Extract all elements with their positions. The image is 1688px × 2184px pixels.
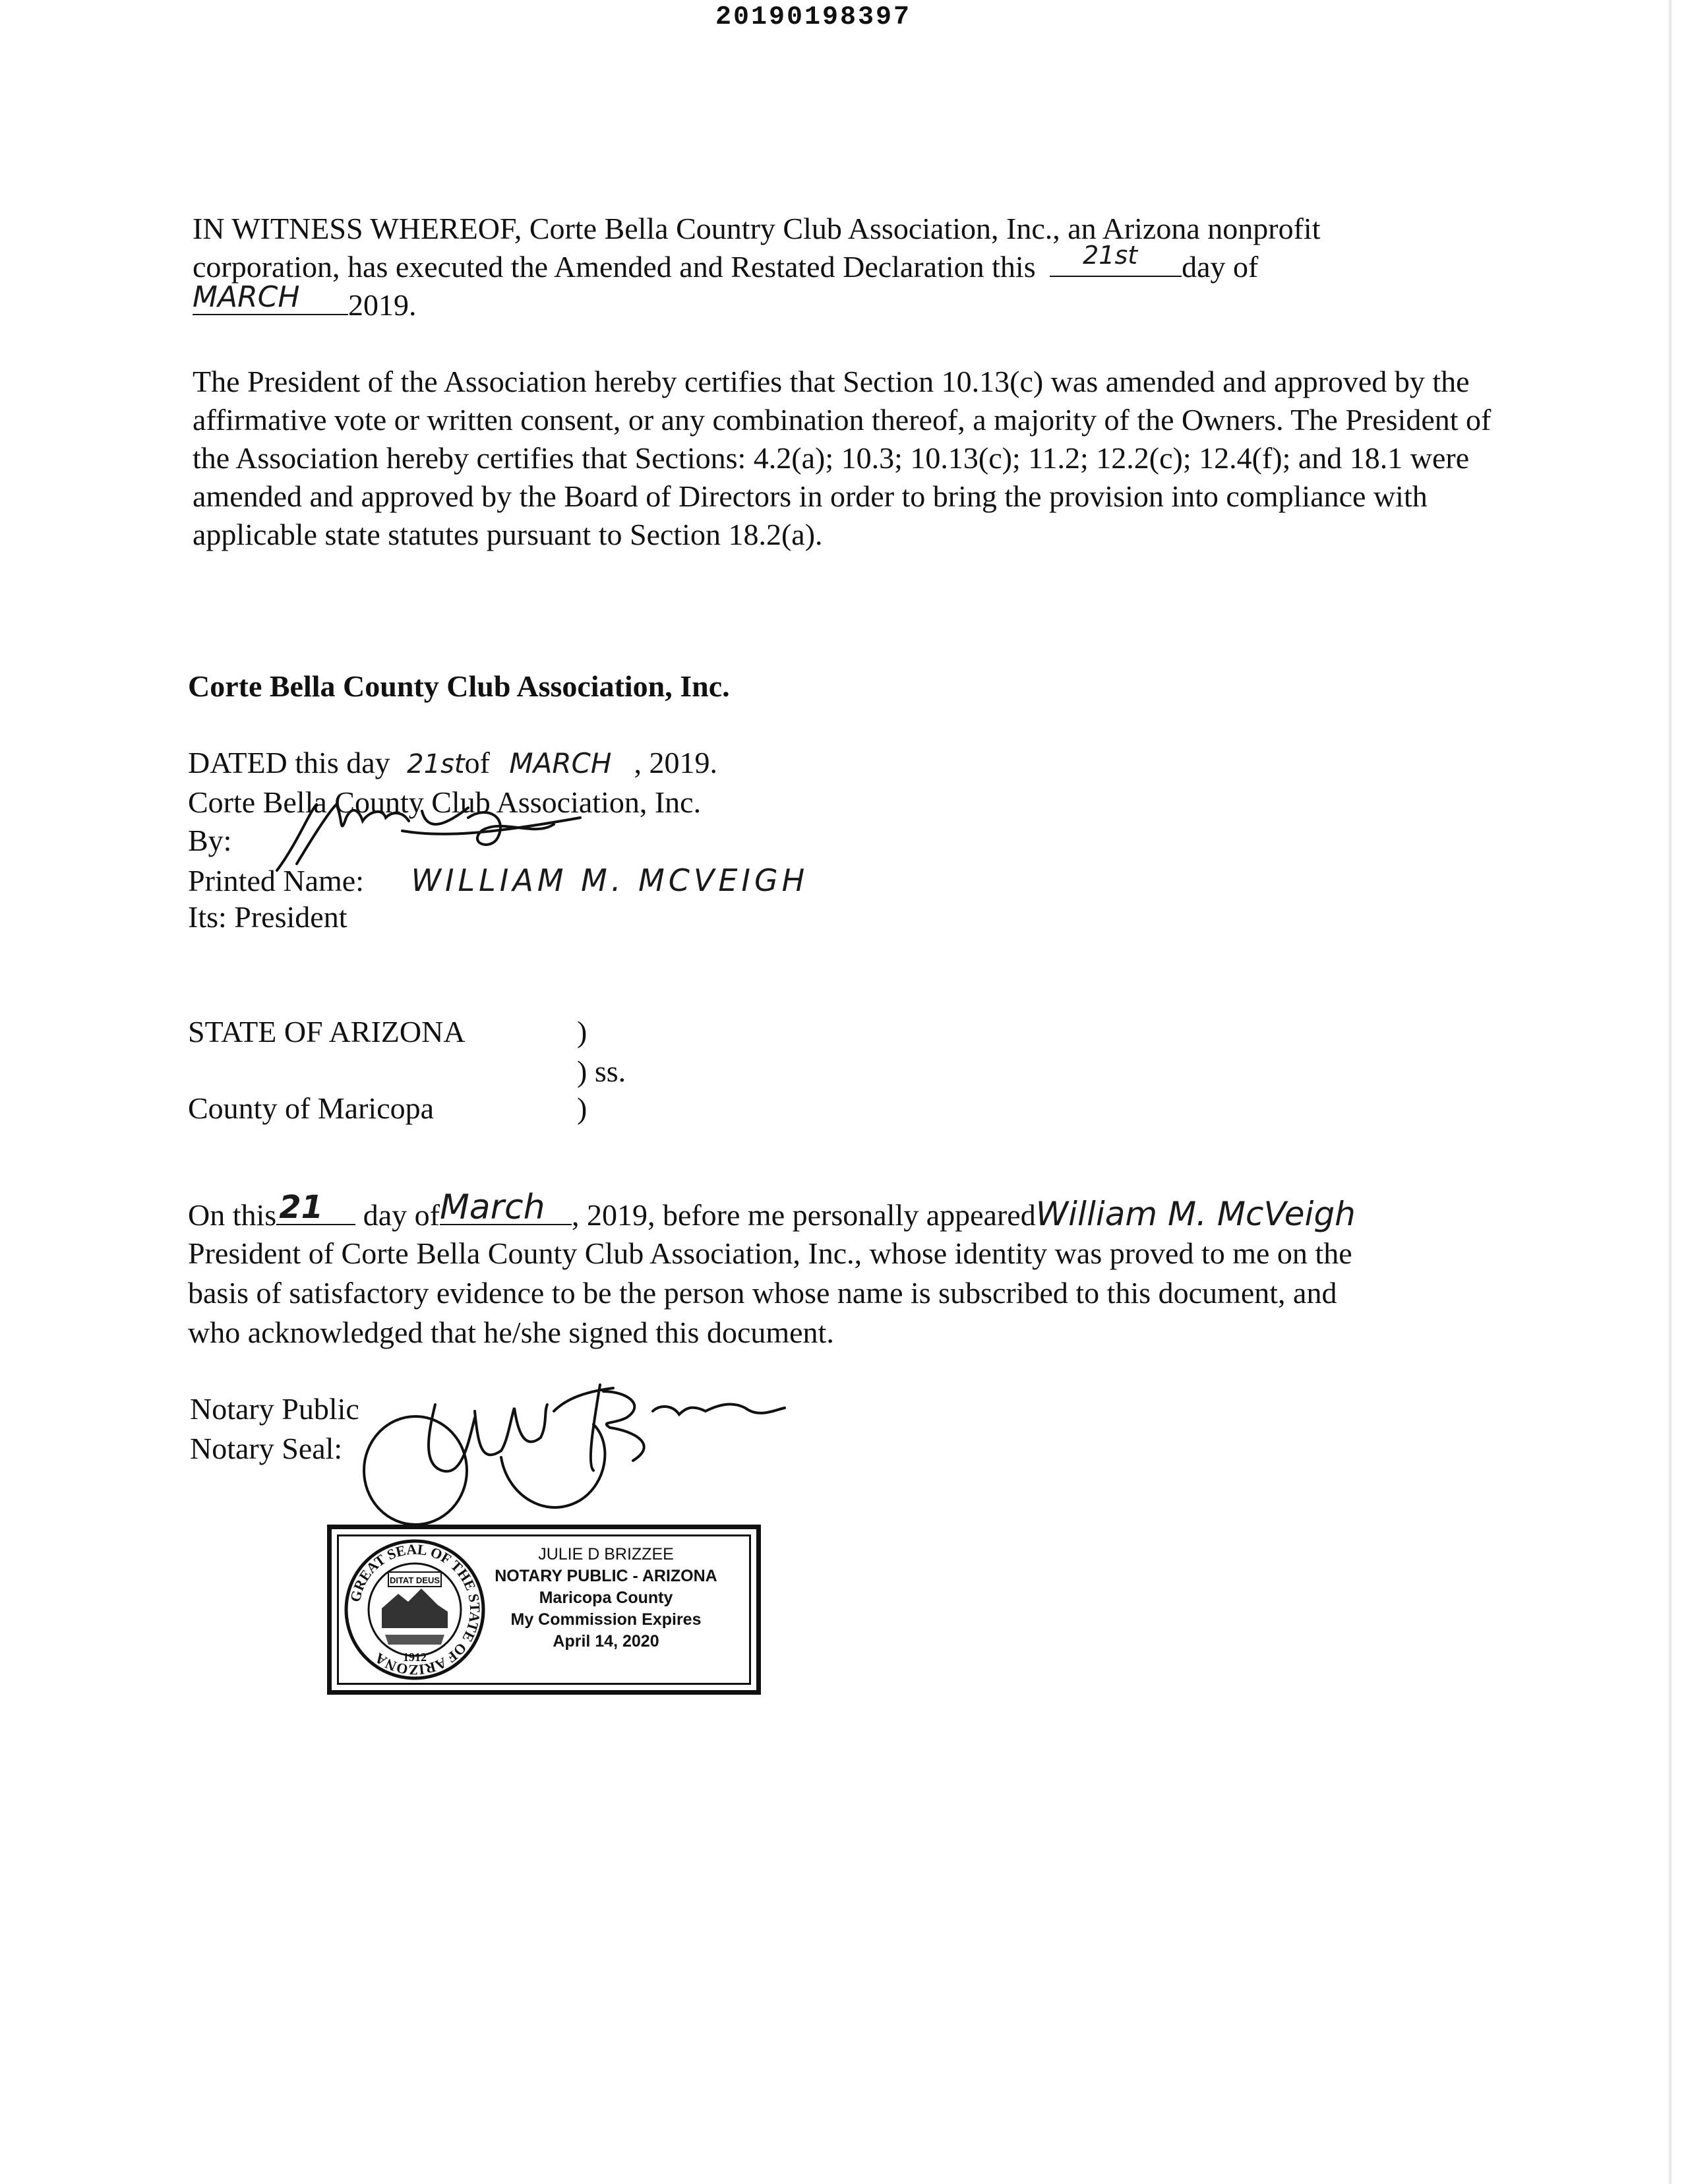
witness-line-3	[193, 280, 1511, 324]
ack-name-handwritten: William M. McVeigh	[1035, 1195, 1356, 1233]
state-seal-icon	[342, 1536, 487, 1684]
seal-motto: DITAT DEUS	[389, 1575, 440, 1585]
ack-day-of: day of	[363, 1198, 440, 1232]
witness-line-2-text: corporation, has executed the Amended and Restated Declaration this	[193, 250, 1036, 284]
stamp-expires: April 14, 2020	[553, 1632, 659, 1651]
dated-line	[188, 744, 717, 783]
venue-county: County of Maricopa	[188, 1091, 435, 1125]
ack-line-1-text: , 2019, before me personally appeared	[571, 1198, 1036, 1232]
stamp-county: Maricopa County	[539, 1589, 673, 1607]
witness-line-1: IN WITNESS WHEREOF, Corte Bella Country Club Association, Inc., an Arizona nonprofit	[193, 212, 1321, 245]
witness-year: 2019.	[348, 288, 417, 322]
stamp-notary-name: JULIE D BRIZZEE	[538, 1545, 674, 1563]
seal-ring-text: GREAT SEAL OF THE STATE OF ARIZONA	[346, 1540, 484, 1679]
venue-state	[188, 1013, 466, 1051]
witness-paragraph	[193, 210, 1511, 324]
ack-day-handwritten: 21	[279, 1189, 323, 1226]
ack-day-blank	[276, 1189, 355, 1226]
printed-name-line	[188, 861, 808, 900]
certification-paragraph: The President of the Association hereby certifies that Section 10.13(c) was amended and approved by the affirmative vote or written consent, or any combination thereof, a majority of the Owners. The President of the Association hereby certifies that Sections: 4.2(a); 10.3; 10.13(c); 11.2; 12.2(c); 12.4(f); and 18.1 were amended and approved by the Board of Directors in order to bring the provision into compliance with applicable state statutes pursuant to Section 18.2(a).	[193, 365, 1492, 551]
dated-day-handwritten: 21st	[407, 749, 465, 779]
venue-state-text: STATE OF ARIZONA	[188, 1015, 466, 1048]
ack-on-this: On this	[188, 1198, 277, 1232]
ack-month-blank	[439, 1188, 572, 1227]
notary-stamp	[327, 1525, 761, 1695]
printed-name-handwritten: WILLIAM M. MCVEIGH	[411, 863, 809, 898]
stamp-commission: My Commission Expires	[510, 1610, 702, 1629]
printed-name-label: Printed Name:	[188, 864, 364, 897]
notary-signature	[349, 1372, 811, 1536]
stamp-text-block	[467, 1544, 744, 1653]
venue-paren-top: )	[577, 1015, 588, 1048]
ack-line-4: who acknowledged that he/she signed this document.	[188, 1316, 834, 1349]
acknowledgment-paragraph	[188, 1188, 1526, 1353]
witness-month-blank	[193, 280, 348, 315]
by-label: By:	[188, 824, 232, 857]
org-heading: Corte Bella County Club Association, Inc.	[188, 669, 730, 703]
scan-edge	[1668, 0, 1672, 2184]
witness-month-handwritten: MARCH	[193, 280, 300, 314]
its-title: Its: President	[188, 900, 347, 934]
witness-day-handwritten: 21st	[1083, 241, 1138, 270]
dated-of: of	[464, 746, 490, 779]
stamp-title: NOTARY PUBLIC - ARIZONA	[495, 1567, 717, 1585]
ack-month-handwritten: March	[439, 1188, 545, 1227]
venue-paren-bottom: )	[577, 1091, 588, 1125]
dated-month-handwritten: MARCH	[509, 747, 612, 779]
notary-seal-label: Notary Seal:	[190, 1432, 343, 1465]
witness-day-of: day of	[1182, 250, 1259, 284]
ack-line-3: basis of satisfactory evidence to be the person whose name is subscribed to this document, and	[188, 1276, 1337, 1310]
witness-line-2	[193, 241, 1511, 286]
notary-public-label: Notary Public	[190, 1392, 359, 1426]
document-number: 20190198397	[715, 3, 912, 32]
witness-day-blank	[1050, 241, 1182, 277]
dated-year: , 2019.	[634, 746, 717, 779]
ack-line-1	[188, 1188, 1526, 1234]
ack-line-2: President of Corte Bella County Club Association, Inc., whose identity was proved to me on the	[188, 1236, 1352, 1270]
seal-year: 1912	[403, 1651, 427, 1664]
corp-name-line: Corte Bella County Club Association, Inc.	[188, 785, 702, 819]
venue-ss: ) ss.	[577, 1054, 626, 1088]
dated-prefix: DATED this day	[188, 746, 390, 779]
